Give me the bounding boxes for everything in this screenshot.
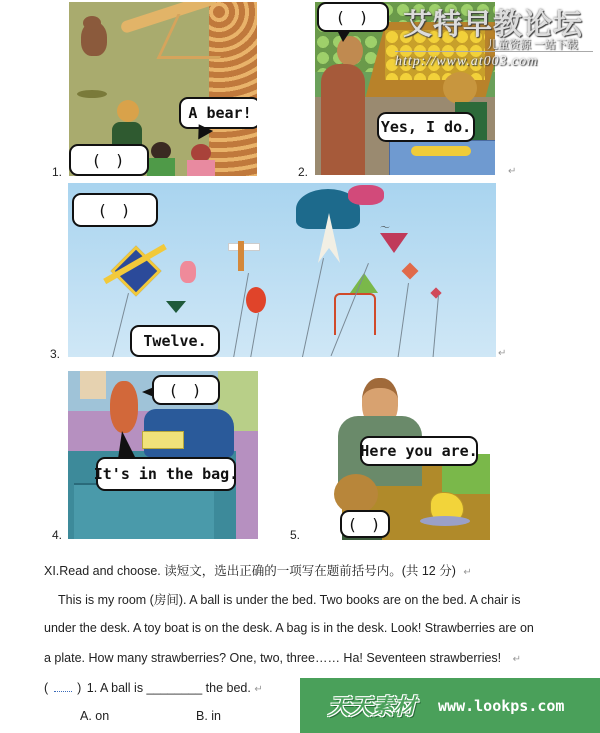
- kite-red-bird: [246, 287, 266, 313]
- return-mark: ↵: [254, 684, 263, 695]
- kite-dragonfly: [228, 243, 260, 251]
- question-text: 1. A ball is ________ the bed.: [86, 681, 251, 695]
- banner-url[interactable]: www.lookps.com: [438, 696, 565, 715]
- answer-bubble[interactable]: ( ): [69, 144, 149, 176]
- section-heading: [44, 561, 472, 579]
- return-mark: ↵: [498, 348, 507, 359]
- kite-triangle: [380, 233, 408, 253]
- section-heading-text: XI.Read and choose. 读短文，选出正确的一项写在题前括号内。(共 12 分): [44, 564, 456, 578]
- option-a[interactable]: A. on: [80, 709, 110, 723]
- answer-bubble[interactable]: ( ): [72, 193, 158, 227]
- passage-line-3-text: a plate. How many strawberries? One, two, three…… Ha! Seventeen strawberries!: [44, 651, 502, 665]
- passage-line-2: under the desk. A toy boat is on the desk. A bag is in the desk. Look! Strawberries are on: [44, 621, 534, 635]
- return-mark: ↵: [463, 567, 472, 578]
- return-mark: ↵: [512, 654, 522, 665]
- kite-pink-bird: [348, 185, 384, 205]
- answer-blank-input[interactable]: [54, 683, 72, 692]
- banner-logo: 天天素材: [328, 694, 417, 720]
- picture-5-bananas: [322, 374, 490, 540]
- picture-number: 2.: [298, 165, 309, 179]
- girl-illustration: [334, 474, 378, 514]
- kite-striped: [350, 273, 378, 293]
- speech-bubble-given: Yes, I do.: [377, 112, 475, 142]
- speech-bubble-given: Twelve.: [130, 325, 220, 357]
- picture-number: 1.: [52, 165, 63, 179]
- picture-number: 3.: [50, 347, 61, 361]
- speech-bubble-given: It's in the bag.: [96, 457, 236, 491]
- squirrel-illustration: [110, 381, 138, 433]
- question-1: [44, 681, 263, 695]
- picture-number: 5.: [290, 528, 301, 542]
- picture-number: 4.: [52, 528, 63, 542]
- answer-blank-open: (: [44, 681, 49, 695]
- picture-1-zoo: [69, 2, 257, 176]
- girl-illustration: [443, 72, 477, 104]
- speech-bubble-given: Here you are.: [360, 436, 478, 466]
- speech-bubble-given: A bear!: [179, 97, 257, 129]
- option-b[interactable]: B. in: [196, 709, 222, 723]
- answer-bubble[interactable]: ( ): [340, 510, 390, 538]
- answer-bubble[interactable]: ( ): [317, 2, 389, 32]
- answer-bubble[interactable]: ( ): [152, 375, 220, 405]
- answer-blank-close: ): [77, 681, 82, 695]
- passage-line-1: This is my room (房间). A ball is under the bed. Two books are on the bed. A chair is: [58, 593, 521, 607]
- picture-4-room: [68, 371, 258, 539]
- picture-3-kites: 〜 ( ) Twelve.: [68, 183, 496, 357]
- watermark-at003: 艾特早教论坛 儿童资源 一站下载 http://www.at003.com: [395, 2, 600, 74]
- return-mark: ↵: [508, 166, 517, 177]
- lookps-banner: [300, 678, 600, 733]
- kite-butterfly: [180, 261, 196, 283]
- passage-line-3: [44, 651, 521, 665]
